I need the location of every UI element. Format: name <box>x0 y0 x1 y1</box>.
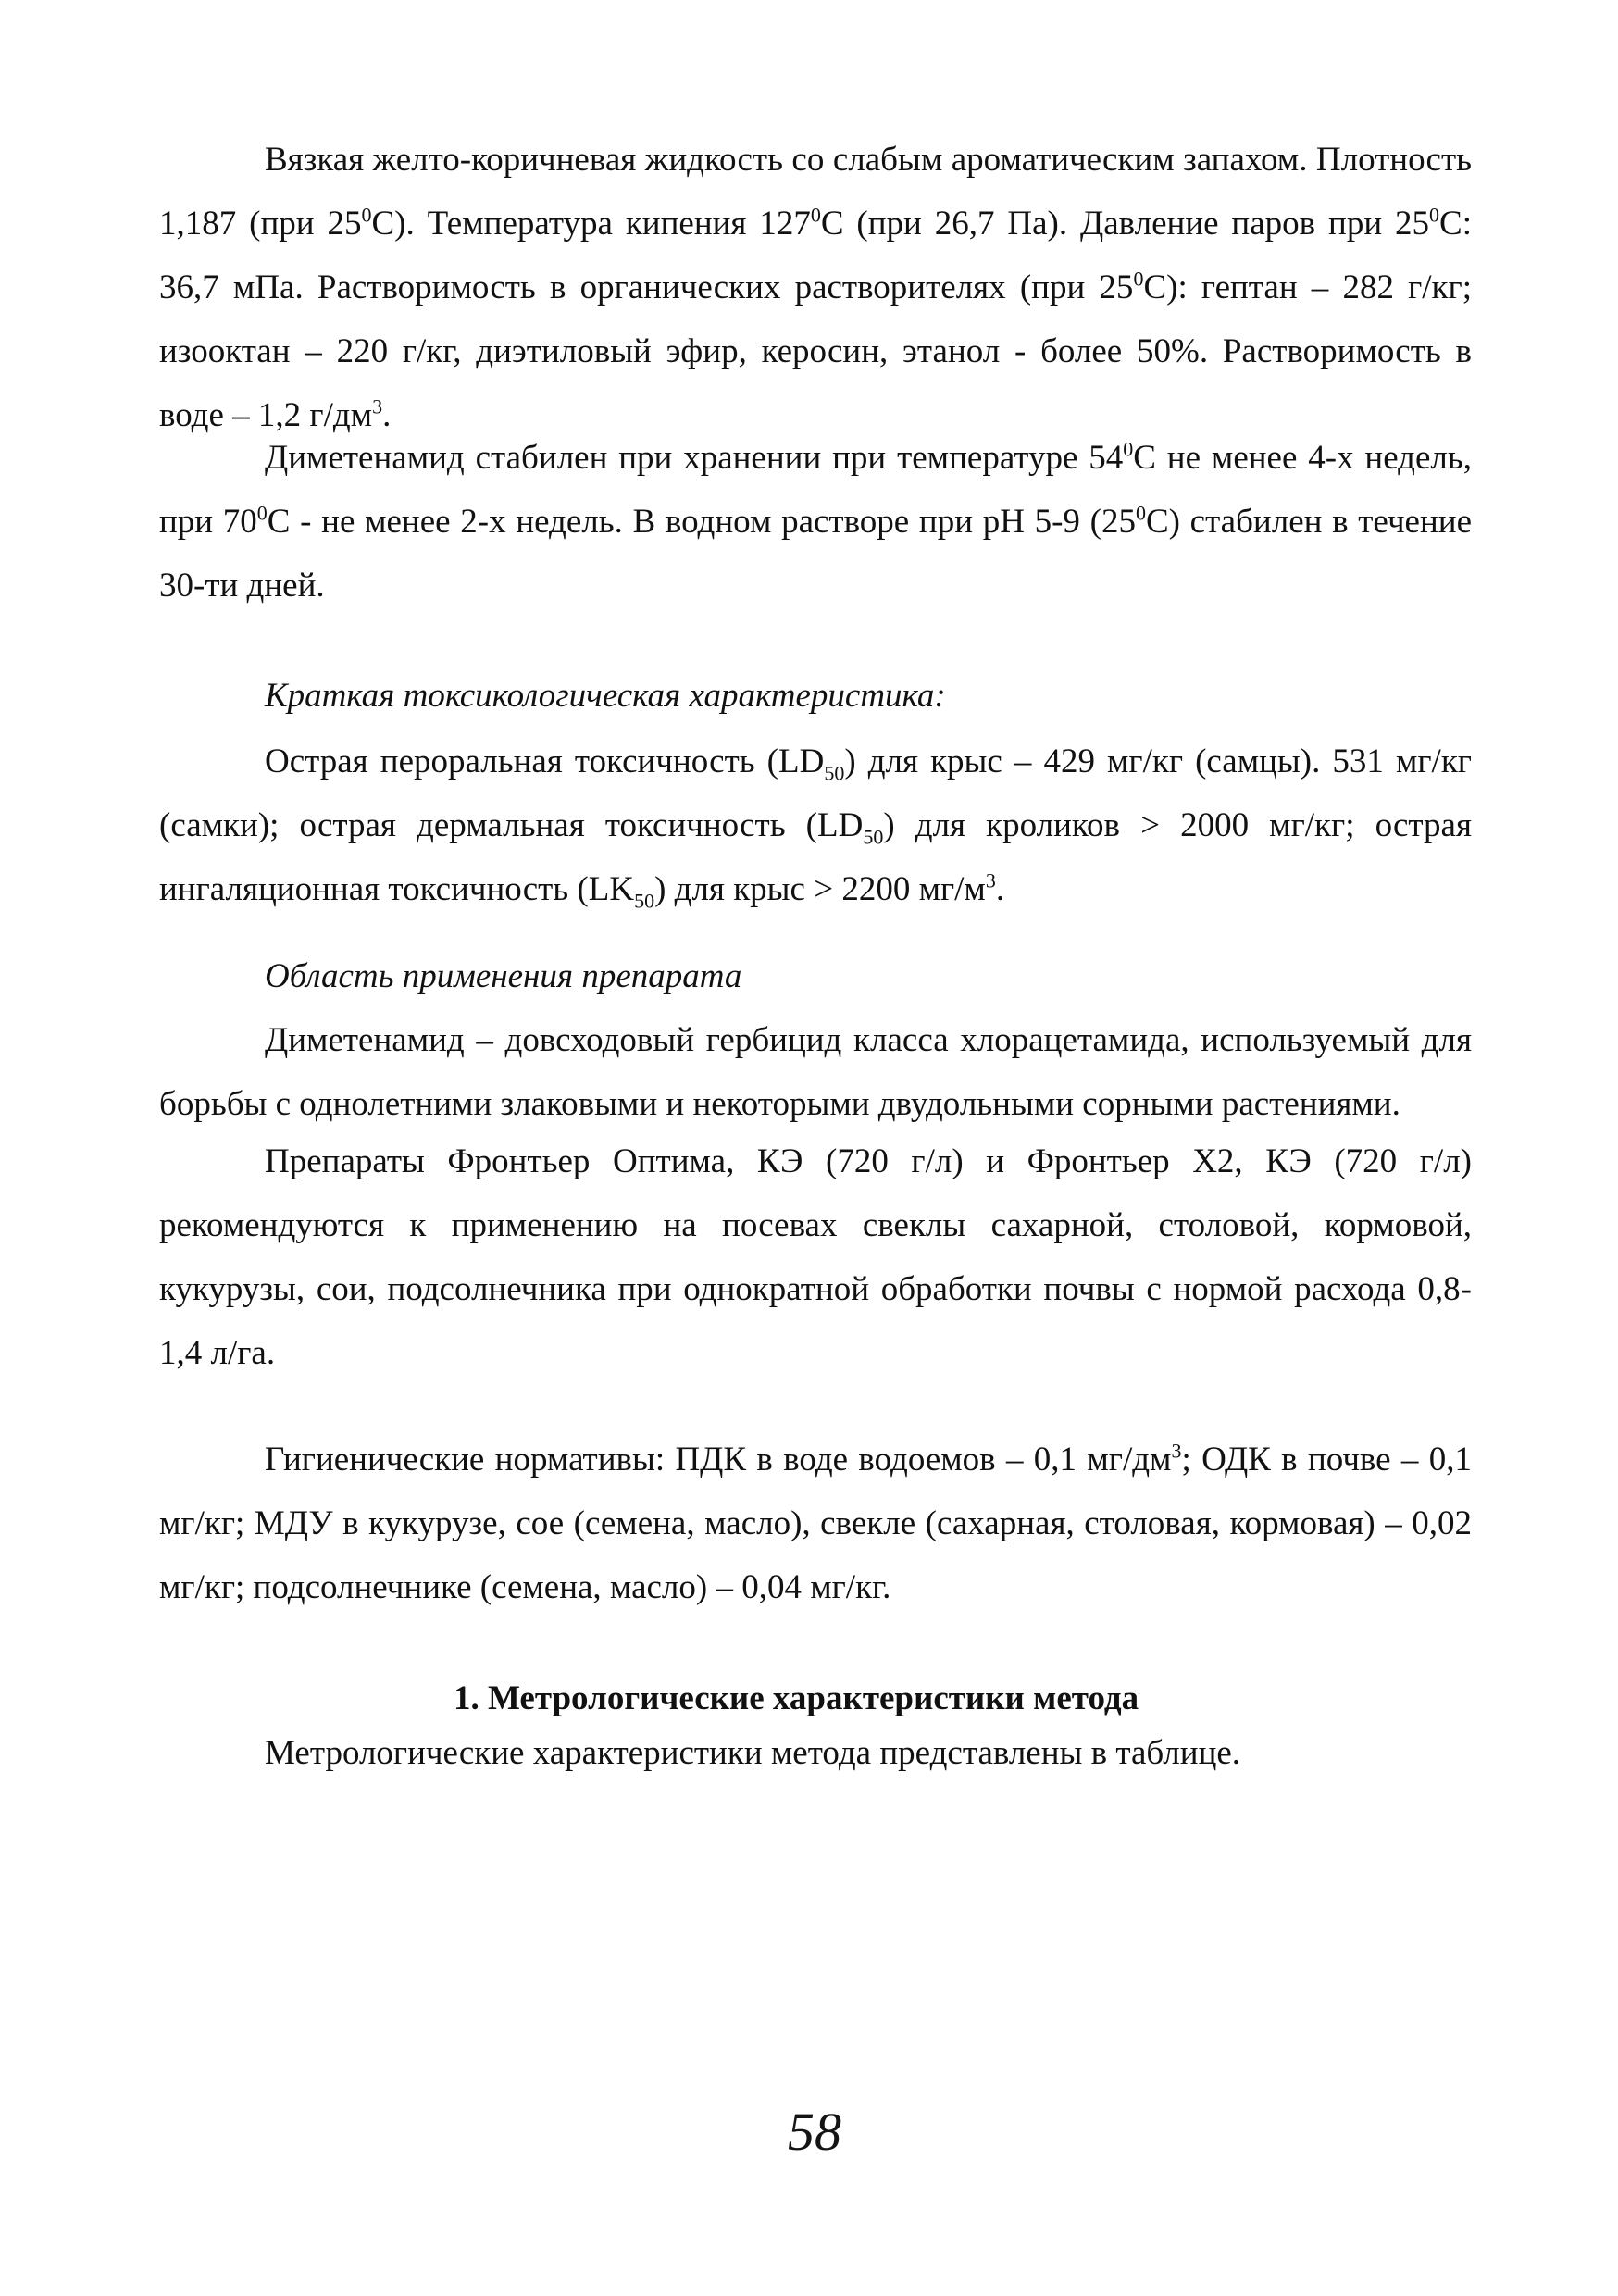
subscript-50: 50 <box>634 889 655 913</box>
exponent-superscript: 3 <box>985 868 996 892</box>
tox-text-end: . <box>995 870 1005 908</box>
degree-superscript: 0 <box>361 203 372 227</box>
tox-text-2: ) для крыс – 429 мг/кг (самцы). 531 мг/кг (самки); острая дермальная токсичность (LD <box>159 742 1472 844</box>
section-text: Метрологические характеристики метода представлены в таблице. <box>265 1734 1241 1772</box>
tox-heading: Краткая токсикологическая характеристика: <box>265 677 946 715</box>
hygiene-text-2: ; ОДК в почве – 0,1 мг/кг; МДУ в кукурузе, сое (семена, масло), свекле (сахарная, столовая, кормовая) – 0,02 мг/кг; подсолнечнике (семена, масло) – 0,04 мг/кг. <box>159 1441 1472 1606</box>
properties-text-1: Вязкая желто-коричневая жидкость со слабым ароматическим запахом. Плотность 1,187 (при 25 <box>159 141 1472 243</box>
application-paragraph: Диметенамид – довсходовый гербицид класса хлорацетамида, используемый для борьбы с однолетними злаковыми и некоторыми двудольными сорными растениями. <box>159 1021 1472 1123</box>
properties-text-5: С): гептан – 282 г/кг; изооктан – 220 г/кг, диэтиловый эфир, керосин, этанол - более 50%. Растворимость в воде – 1,2 г/дм <box>159 268 1472 434</box>
exponent-superscript: 3 <box>372 394 383 418</box>
hygiene-text-1: Гигиенические нормативы: ПДК в воде водоемов – 0,1 мг/дм <box>265 1441 1172 1479</box>
subscript-50: 50 <box>824 761 845 785</box>
tox-text-4: ) для крыс > 2200 мг/м <box>654 870 986 908</box>
preparations-paragraph: Препараты Фронтьер Оптима, КЭ (720 г/л) и Фронтьер Х2, КЭ (720 г/л) рекомендуются к применению на посевах свеклы сахарной, столовой, кормовой, кукурузы, сои, подсолнечника при однократной обработки почвы с нормой расхода 0,8-1,4 л/га. <box>159 1142 1472 1372</box>
tox-text-1: Острая пероральная токсичность (LD <box>265 742 825 780</box>
tox-text-3: ) для кроликов > 2000 мг/кг; острая ингаляционная токсичность (LK <box>159 806 1472 908</box>
page-number: 58 <box>788 2102 841 2162</box>
properties-text-3: С (при 26,7 Па). Давление паров при 25 <box>820 205 1430 243</box>
degree-superscript: 0 <box>1429 203 1440 227</box>
degree-superscript: 0 <box>810 203 821 227</box>
subscript-50: 50 <box>863 825 884 849</box>
hygiene-paragraph <box>159 1428 1472 1619</box>
degree-superscript: 0 <box>1123 437 1134 461</box>
application-heading: Область применения препарата <box>265 957 742 995</box>
stability-text-1: Диметенамид стабилен при хранении при температуре 54 <box>265 439 1124 477</box>
stability-paragraph <box>159 426 1472 618</box>
section-heading: 1. Метрологические характеристики метода <box>454 1679 1139 1717</box>
degree-superscript: 0 <box>1135 501 1146 525</box>
stability-text-3: С - не менее 2-х недель. В водном растворе при pH 5-9 (25 <box>267 503 1136 541</box>
properties-text-4: С: 36,7 мПа. Растворимость в органических растворителях (при 25 <box>159 205 1472 306</box>
stability-text-4: С) стабилен в течение 30-ти дней. <box>159 503 1472 605</box>
tox-paragraph <box>159 730 1472 921</box>
degree-superscript: 0 <box>256 501 268 525</box>
exponent-superscript: 3 <box>1171 1439 1182 1463</box>
properties-paragraph <box>159 128 1472 447</box>
properties-text-2: С). Температура кипения 127 <box>371 205 811 243</box>
degree-superscript: 0 <box>1133 267 1144 291</box>
stability-text-2: С не менее 4-х недель, при 70 <box>159 439 1473 541</box>
properties-text-end: . <box>382 396 392 434</box>
